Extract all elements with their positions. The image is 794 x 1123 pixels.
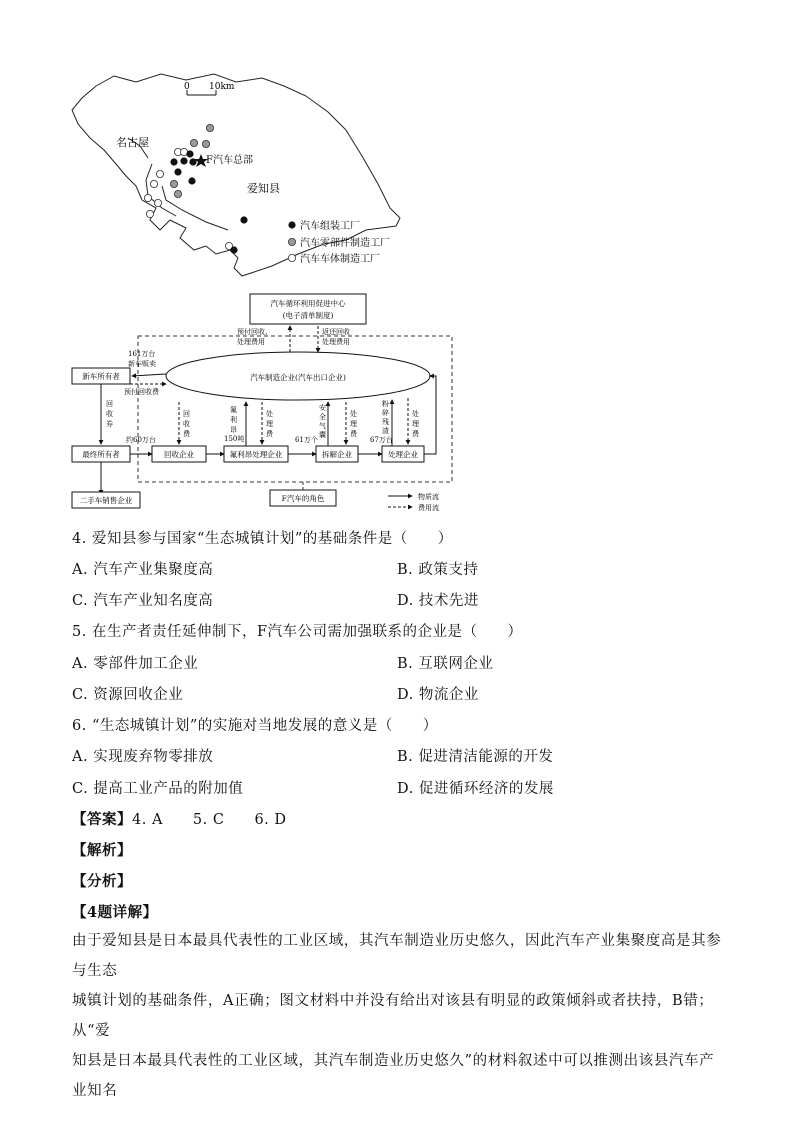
q4-option-d: D. 技术先进 <box>397 593 479 609</box>
new-car-count-2: 新车贩卖 <box>128 360 156 368</box>
aichi-map <box>66 68 406 283</box>
fee-a-char: 处 <box>266 410 273 418</box>
parts-factory-dot <box>206 124 213 131</box>
airbag-char: 气 <box>319 422 326 430</box>
detail-line: 城镇计划的基础条件，A正确；图文材料中并没有给出对该县有明显的政策倾斜或者扶持，B错；从“爱 <box>72 993 714 1039</box>
fee-b-char: 理 <box>350 420 357 428</box>
recovery-fee-char: 费 <box>183 430 190 438</box>
q6-option-c: C. 提高工业产品的附加值 <box>72 781 244 797</box>
freon-char: 昂 <box>230 426 237 434</box>
return-label-1: 返还回收 <box>322 328 350 336</box>
center-title-1: 汽车循环利用促进中心 <box>270 299 346 308</box>
q5-option-b: B. 互联网企业 <box>397 656 494 672</box>
used-car-label: 二手车销售企业 <box>79 496 133 505</box>
assembly-factory-dot <box>174 168 181 175</box>
q4-option-c: C. 汽车产业知名度高 <box>72 593 214 609</box>
assembly-factory-dot <box>240 216 247 223</box>
legend-material-label: 物质流 <box>418 493 439 501</box>
fee-c-char: 处 <box>412 410 419 418</box>
assembly-factory-dot <box>188 177 195 184</box>
assembly-factory-dot <box>170 158 177 165</box>
fee-a-char: 费 <box>266 430 273 438</box>
f-role-label: F汽车的角色 <box>281 494 325 503</box>
assembly-factory-dot <box>180 157 187 164</box>
hq-label: F汽车总部 <box>206 155 253 166</box>
new-owner-label: 新车所有者 <box>82 372 120 381</box>
prepay-label-1: 预付回收、 <box>237 328 272 336</box>
freon-char: 氟 <box>230 406 237 414</box>
count-67-label: 67万台 <box>370 436 393 444</box>
q4-option-b: B. 政策支持 <box>397 562 479 578</box>
freon-co-label: 氟利昂处理企业 <box>229 450 283 459</box>
question-4-stem: 4. 爱知县参与国家“生态城镇计划”的基础条件是（ ） <box>72 531 453 547</box>
dismantle-co-label: 拆解企业 <box>322 450 352 459</box>
q6-option-b: B. 促进清洁能源的开发 <box>397 749 554 765</box>
body-factory-dot <box>150 180 157 187</box>
coupon-char: 券 <box>106 420 113 428</box>
airbag-char: 安 <box>319 404 326 412</box>
freon-amount: 150吨 <box>224 435 245 443</box>
legend-assembly-swatch <box>288 221 295 228</box>
fee-b-char: 费 <box>350 430 357 438</box>
airbag-char: 全 <box>319 413 326 421</box>
analysis-label: 【解析】 <box>72 842 132 859</box>
disposal-co-label: 处理企业 <box>388 450 418 459</box>
fee-c-char: 费 <box>412 430 419 438</box>
fee-b-char: 处 <box>350 410 357 418</box>
recovery-co-label: 回收企业 <box>164 450 194 459</box>
assembly-factory-dot <box>230 246 237 253</box>
q5-option-d: D. 物流企业 <box>397 687 479 703</box>
legend-assembly-label: 汽车组装工厂 <box>300 221 360 232</box>
q4-option-a: A. 汽车产业集聚度高 <box>72 562 214 578</box>
shredder-char: 残 <box>382 418 389 426</box>
new-car-arrow <box>132 374 166 376</box>
new-car-count-1: 161万台 <box>128 350 156 358</box>
bay-line-2 <box>162 186 228 230</box>
q5-option-a: A. 零部件加工企业 <box>72 656 199 672</box>
legend-cost-label: 费用流 <box>418 504 439 512</box>
body-factory-dot <box>146 210 153 217</box>
region-aichi: 爱知县 <box>247 182 280 195</box>
manufacturer-label: 汽车制造企业(汽车出口企业) <box>250 373 346 382</box>
coupon-char: 回 <box>106 400 113 408</box>
recovery-fee-char: 收 <box>183 420 190 428</box>
freon-char: 利 <box>230 416 237 424</box>
body-factory-dot <box>156 170 163 177</box>
shredder-char: 粉 <box>382 400 389 408</box>
question-5-stem: 5. 在生产者责任延伸制下，F汽车公司需加强联系的企业是（ ） <box>72 624 523 640</box>
body-factory-dot <box>154 199 161 206</box>
fee-a-char: 理 <box>266 420 273 428</box>
legend-body-label: 汽车车体制造工厂 <box>300 254 380 265</box>
return-label-2: 处理费用 <box>322 338 350 346</box>
answer-line <box>72 808 287 829</box>
approx-60-label: 约60万台 <box>126 436 156 444</box>
answer-label: 【答案】 <box>72 811 132 828</box>
q6-option-d: D. 促进循环经济的发展 <box>397 781 554 797</box>
parts-factory-dot <box>174 190 181 197</box>
prepay-label-2: 处理费用 <box>237 338 265 346</box>
fenxi-label: 【分析】 <box>72 873 132 890</box>
legend-body-swatch <box>288 254 295 261</box>
parts-factory-dot <box>190 139 197 146</box>
shredder-char: 渣 <box>382 427 389 435</box>
q6-option-a: A. 实现废弃物零排放 <box>72 749 214 765</box>
q5-option-c: C. 资源回收企业 <box>72 687 184 703</box>
legend-parts-label: 汽车零部件制造工厂 <box>300 238 390 249</box>
center-title-2: (电子清单制度) <box>282 311 334 320</box>
prepay-fee-label: 预付回收费 <box>124 388 159 396</box>
recovery-fee-char: 回 <box>183 410 190 418</box>
question-6-stem: 6. “生态城镇计划”的实施对当地发展的意义是（ ） <box>72 718 438 734</box>
final-owner-label: 最终所有者 <box>82 450 120 459</box>
return-loop-arrow <box>424 376 436 454</box>
parts-factory-dot <box>202 140 209 147</box>
fee-c-char: 理 <box>412 420 419 428</box>
assembly-factory-dot <box>186 150 193 157</box>
detail-paragraph <box>72 926 722 1106</box>
recycling-flow-diagram <box>66 290 496 520</box>
legend-parts-swatch <box>288 238 295 245</box>
shredder-char: 碎 <box>382 409 389 417</box>
scale-zero: 0 <box>184 82 190 92</box>
city-nagoya: 名古屋 <box>116 136 149 149</box>
detail-line: 知县是日本最具代表性的工业区域，其汽车制造业历史悠久”的材料叙述中可以推测出该县汽车产业知名 <box>72 1053 715 1099</box>
coupon-char: 收 <box>106 410 113 418</box>
parts-factory-dot <box>170 180 177 187</box>
answer-text: 4. A 5. C 6. D <box>132 812 287 828</box>
detail-line: 由于爱知县是日本最具代表性的工业区域，其汽车制造业历史悠久，因此汽车产业集聚度高是其参与生态 <box>72 933 722 979</box>
body-factory-dot <box>144 194 151 201</box>
scale-label: 10km <box>209 82 235 92</box>
count-61-label: 61万个 <box>295 436 318 444</box>
detail-label: 【4题详解】 <box>72 904 158 921</box>
airbag-char: 囊 <box>319 431 326 439</box>
